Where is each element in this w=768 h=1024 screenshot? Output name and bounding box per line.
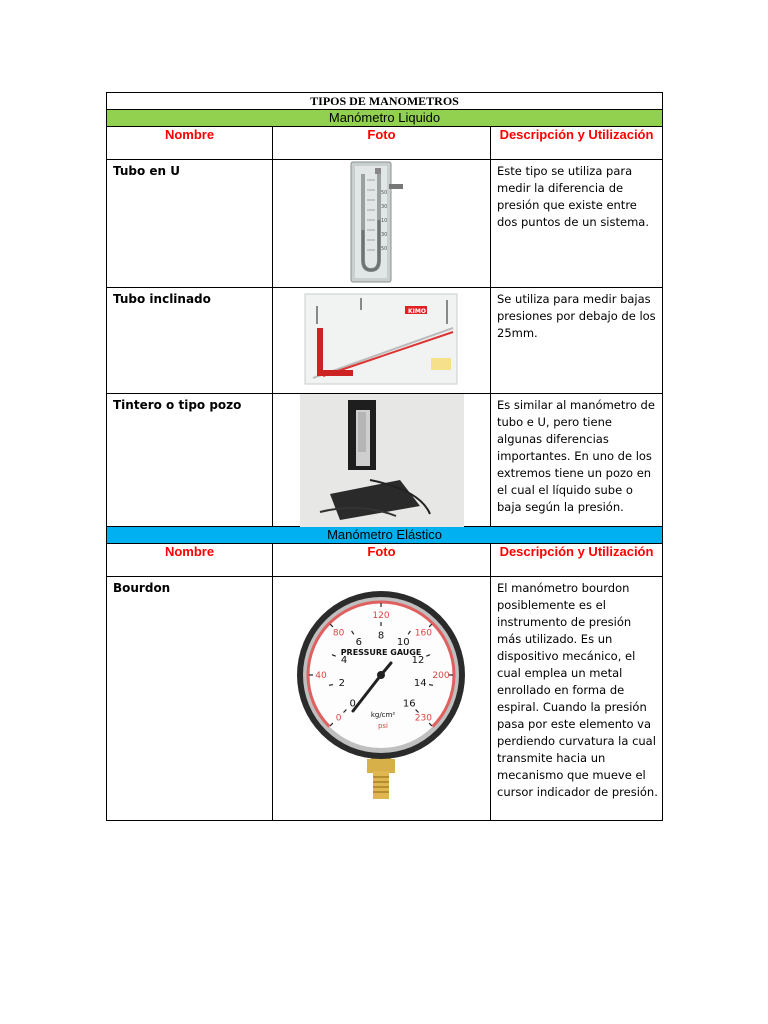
svg-text:10: 10 [381, 218, 388, 224]
gauge-tick-label: 6 [355, 637, 362, 649]
header-name: Nombre [107, 544, 273, 577]
gauge-tick-mark [429, 685, 433, 686]
gauge-tick-label: 200 [432, 671, 450, 681]
gauge-tick-label: 12 [411, 655, 425, 666]
svg-text:50: 50 [381, 190, 388, 196]
photo-inclined-tube [273, 288, 491, 394]
gauge-tick-label: 160 [414, 628, 432, 639]
gauge-tick-label: 16 [402, 698, 416, 710]
photo-well-type [273, 394, 491, 527]
gauge-tick-label: 8 [377, 630, 385, 642]
gauge-face-label: PRESSURE GAUGE [340, 648, 422, 657]
gauge-tick-label: 120 [372, 611, 390, 621]
table-row [107, 288, 663, 394]
section-band-elastic: Manómetro Elástico [107, 527, 663, 544]
header-photo: Foto [273, 127, 491, 160]
svg-text:30: 30 [381, 232, 388, 238]
gauge-tick-label: 40 [315, 671, 327, 681]
svg-text:50: 50 [381, 246, 388, 252]
svg-text:30: 30 [381, 204, 388, 210]
header-photo: Foto [273, 544, 491, 577]
row-name: Tubo inclinado [107, 288, 273, 394]
u-tube-image [345, 160, 415, 286]
gauge-unit-inner: kg/cm² [370, 711, 396, 719]
row-description: Este tipo se utiliza para medir la diferencia de presión que existe entre dos puntos de un sistema. [491, 160, 663, 288]
gauge-tick-mark [329, 685, 333, 686]
row-name: Tintero o tipo pozo [107, 394, 273, 527]
table-row [107, 394, 663, 527]
inclined-tube-image [303, 288, 459, 388]
gauge-tick-label: 0 [349, 698, 356, 710]
gauge-unit-outer: psi [377, 722, 389, 730]
gauge-tick-label: 0 [335, 713, 342, 724]
photo-bourdon [273, 577, 491, 821]
well-manometer-image [300, 394, 464, 527]
header-description: Descripción y Utilización [491, 544, 663, 577]
table-title: TIPOS DE MANOMETROS [107, 93, 663, 110]
gauge-tick-label: 2 [338, 678, 345, 690]
row-description: Es similar al manómetro de tubo e U, pero tiene algunas diferencias importantes. En uno de los extremos tiene un pozo en el cual el líquido sube o baja según la presión. [491, 394, 663, 527]
gauge-tick-label: 4 [340, 655, 348, 666]
manometer-types-table [106, 92, 663, 821]
row-name: Bourdon [107, 577, 273, 821]
row-description: Se utiliza para medir bajas presiones por debajo de los 25mm. [491, 288, 663, 394]
gauge-tick-label: 80 [332, 628, 345, 639]
row-description: El manómetro bourdon posiblemente es el instrumento de presión más utilizado. Es un dispositivo mecánico, el cual emplea un metal enrollado en forma de espiral. Cuando la presión pasa por este elemento va perdiendo curvatura la cual transmite hacia un mecanismo que mueve el cursor indicador de presión. [491, 577, 663, 821]
table-row [107, 160, 663, 288]
gauge-tick-label: 230 [414, 713, 432, 724]
gauge-tick-label: 14 [413, 678, 427, 690]
gauge-tick-label: 10 [396, 637, 410, 649]
kimo-logo-text: KIMO [408, 308, 426, 315]
photo-u-tube [273, 160, 491, 288]
bourdon-gauge-image [291, 583, 471, 809]
row-name: Tubo en U [107, 160, 273, 288]
section-band-liquid: Manómetro Liquido [107, 110, 663, 127]
table-row [107, 577, 663, 821]
header-description: Descripción y Utilización [491, 127, 663, 160]
header-name: Nombre [107, 127, 273, 160]
